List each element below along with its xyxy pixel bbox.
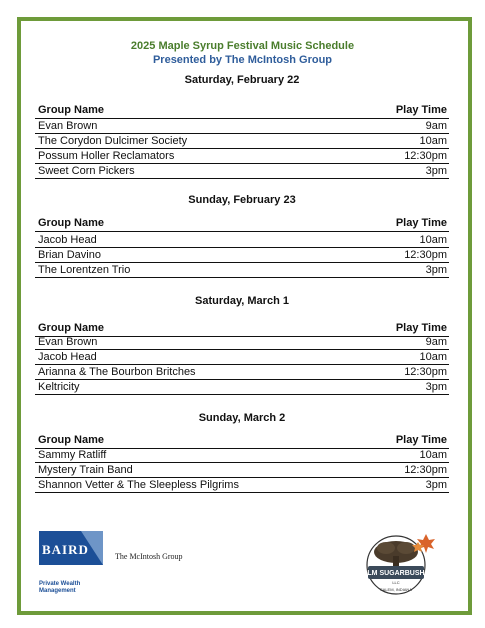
section-title: Sunday, February 23: [188, 194, 296, 206]
table-row: [35, 119, 449, 134]
table-row: [35, 149, 449, 164]
group-name-header: Group Name: [38, 434, 105, 446]
play-time: 12:30pm: [404, 249, 447, 261]
group-name: The Lorentzen Trio: [38, 264, 131, 276]
play-time: 9am: [425, 120, 447, 132]
lm-sugarbush-logo: [362, 530, 438, 600]
group-name: Keltricity: [38, 381, 80, 393]
group-name: Brian Davino: [38, 249, 101, 261]
group-name-header: Group Name: [38, 322, 105, 334]
table-header: [35, 103, 449, 119]
group-name: Jacob Head: [38, 351, 97, 363]
play-time: 3pm: [425, 264, 447, 276]
table-row: [35, 478, 449, 493]
group-name: Mystery Train Band: [38, 464, 133, 476]
section-title: Saturday, March 1: [195, 295, 289, 307]
play-time: 12:30pm: [404, 464, 447, 476]
group-name: Possum Holler Reclamators: [38, 150, 175, 162]
table-row: [35, 463, 449, 478]
play-time-header: Play Time: [395, 434, 447, 446]
group-name: Sammy Ratliff: [38, 449, 107, 461]
play-time: 12:30pm: [404, 366, 447, 378]
play-time: 3pm: [425, 381, 447, 393]
table-row: [35, 134, 449, 149]
group-name: Evan Brown: [38, 336, 98, 348]
play-time: 10am: [419, 234, 447, 246]
group-name: Shannon Vetter & The Sleepless Pilgrims: [38, 479, 239, 491]
table-row: [35, 248, 449, 263]
section-title: Sunday, March 2: [198, 412, 286, 424]
play-time: 3pm: [425, 479, 447, 491]
play-time: 10am: [419, 449, 447, 461]
group-name: The Corydon Dulcimer Society: [38, 135, 188, 147]
table-row: [35, 448, 449, 463]
play-time-header: Play Time: [395, 322, 447, 334]
play-time: 10am: [419, 135, 447, 147]
baird-wordmark: BAIRD: [42, 542, 89, 557]
group-name: Sweet Corn Pickers: [38, 165, 135, 177]
page-title: 2025 Maple Syrup Festival Music Schedule: [130, 40, 355, 52]
table-row: [35, 164, 449, 179]
section-title: Saturday, February 22: [184, 74, 300, 86]
play-time: 3pm: [425, 165, 447, 177]
group-name: Arianna & The Bourbon Britches: [38, 366, 196, 378]
sugarbush-llc: LLC: [392, 580, 400, 585]
group-name: Evan Brown: [38, 120, 98, 132]
table-row: [35, 335, 449, 350]
sugarbush-name: LM SUGARBUSH: [367, 570, 425, 577]
table-row: [35, 263, 449, 278]
table-row: [35, 365, 449, 380]
table-row: [35, 233, 449, 248]
play-time-header: Play Time: [395, 104, 447, 116]
group-name: Jacob Head: [38, 234, 97, 246]
mcintosh-logo: The McIntosh Group: [115, 552, 183, 561]
play-time: 12:30pm: [404, 150, 447, 162]
table-row: [35, 380, 449, 395]
play-time: 10am: [419, 351, 447, 363]
baird-tagline: Private Wealth Management: [39, 581, 81, 594]
sugarbush-location: SALEM, INDIANA: [379, 587, 413, 592]
page-subtitle: Presented by The McIntosh Group: [152, 54, 333, 66]
baird-logo: [39, 531, 103, 565]
group-name-header: Group Name: [38, 217, 105, 229]
table-row: [35, 350, 449, 365]
table-header: [35, 433, 449, 449]
play-time: 9am: [425, 336, 447, 348]
play-time-header: Play Time: [395, 217, 447, 229]
group-name-header: Group Name: [38, 104, 105, 116]
table-header: [35, 216, 449, 232]
